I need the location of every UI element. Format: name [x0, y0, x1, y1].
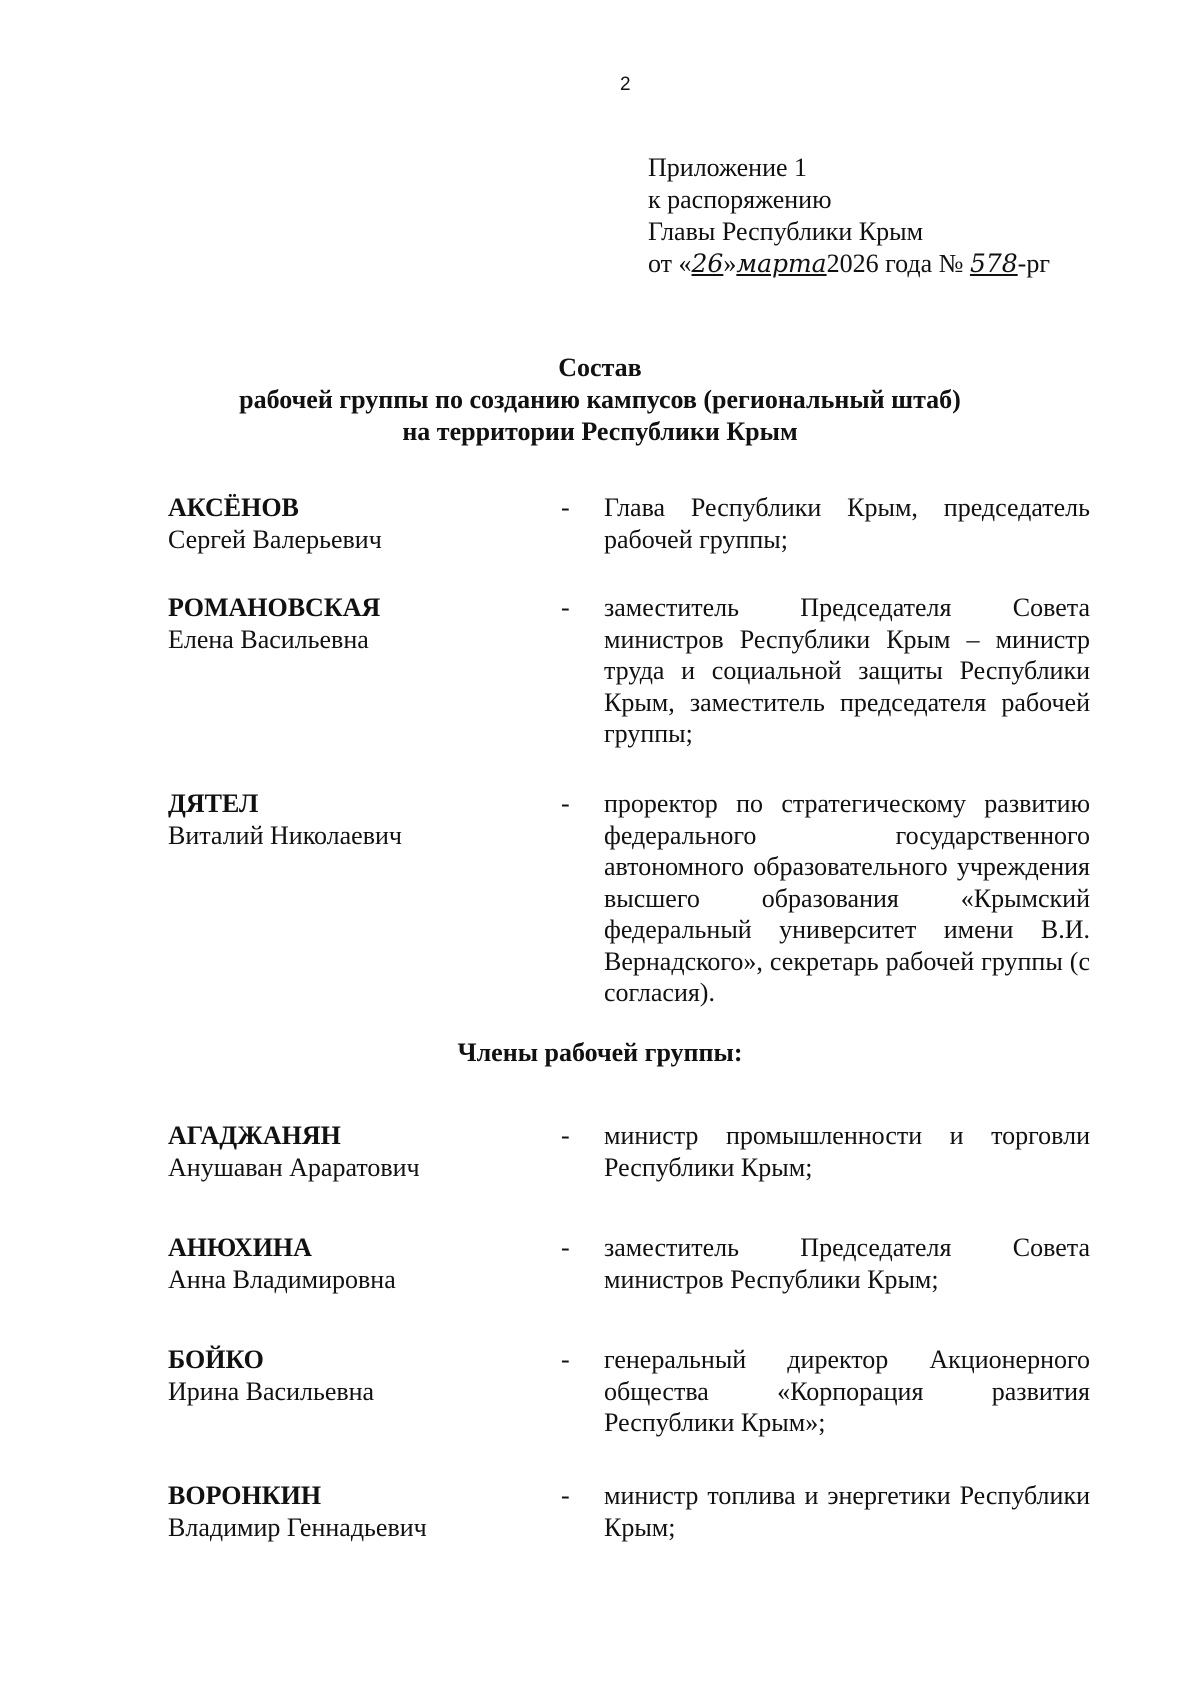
- member-name: [168, 592, 548, 655]
- member-given-name: Владимир Геннадьевич: [168, 1512, 427, 1542]
- handwritten-number: 578: [969, 249, 1018, 278]
- document-title: [0, 352, 1200, 448]
- member-surname: РОМАНОВСКАЯ: [168, 593, 381, 622]
- year-text: 2026 года №: [826, 249, 964, 278]
- member-given-name: Сергей Валерьевич: [168, 524, 382, 554]
- title-line-2: рабочей группы по созданию кампусов (региональный штаб): [239, 385, 961, 414]
- title-line-3: на территории Республики Крым: [402, 417, 798, 446]
- annex-reference: к распоряжению: [648, 185, 832, 214]
- member-role: генеральный директор Акционерного общества «Корпорация развития Республики Крым»;: [604, 1345, 1090, 1437]
- member-name: [168, 788, 548, 851]
- handwritten-month: марта: [736, 249, 827, 278]
- member-given-name: Виталий Николаевич: [168, 820, 402, 850]
- entry-dash: -: [561, 1233, 570, 1262]
- member-given-name: Анушаван Араратович: [168, 1152, 420, 1182]
- member-role: Глава Республики Крым, председатель рабочей группы;: [604, 493, 1090, 554]
- entry-dash: -: [561, 1481, 570, 1510]
- member-surname: ВОРОНКИН: [168, 1481, 322, 1510]
- member-name: [168, 1120, 548, 1183]
- member-given-name: Ирина Васильевна: [168, 1376, 375, 1406]
- entry-dash: -: [561, 493, 570, 522]
- entry-dash: -: [561, 789, 570, 818]
- annex-date-line: [648, 248, 1050, 280]
- member-given-name: Анна Владимировна: [168, 1264, 396, 1294]
- member-surname: ДЯТЕЛ: [168, 789, 259, 818]
- page-number: 2: [620, 74, 631, 95]
- annex-title: Приложение 1: [648, 153, 808, 182]
- date-prefix: от «: [648, 249, 692, 278]
- member-given-name: Елена Васильевна: [168, 624, 369, 654]
- entry-dash: -: [561, 1345, 570, 1374]
- entry-dash: -: [561, 593, 570, 622]
- annex-block: [648, 152, 1050, 280]
- member-role: проректор по стратегическому развитию федерального государственного автономного образовательного учреждения высшего образования «Крымский федеральный университет имени В.И. Вернадского», секретарь рабочей группы (с согласия).: [604, 789, 1090, 1007]
- member-surname: БОЙКО: [168, 1345, 264, 1374]
- member-name: [168, 1480, 548, 1543]
- member-name: [168, 1232, 548, 1295]
- member-surname: АГАДЖАНЯН: [168, 1121, 341, 1150]
- member-surname: АНЮХИНА: [168, 1233, 312, 1262]
- annex-issuer: Главы Республики Крым: [648, 217, 924, 246]
- title-line-1: Состав: [558, 353, 642, 382]
- member-name: [168, 1344, 548, 1407]
- entry-dash: -: [561, 1121, 570, 1150]
- handwritten-day: 26: [691, 249, 724, 278]
- member-name: [168, 492, 548, 555]
- member-role: заместитель Председателя Совета министров Республики Крым;: [604, 1233, 1090, 1294]
- member-role: министр топлива и энергетики Республики Крым;: [604, 1481, 1090, 1542]
- members-heading: Члены рабочей группы:: [457, 1038, 743, 1067]
- member-role: заместитель Председателя Совета министров Республики Крым – министр труда и социальной защиты Республики Крым, заместитель председателя рабочей группы;: [604, 593, 1090, 748]
- member-surname: АКСЁНОВ: [168, 493, 299, 522]
- date-separator: »: [723, 249, 737, 278]
- member-role: министр промышленности и торговли Республики Крым;: [604, 1121, 1090, 1182]
- number-suffix: -рг: [1017, 249, 1050, 278]
